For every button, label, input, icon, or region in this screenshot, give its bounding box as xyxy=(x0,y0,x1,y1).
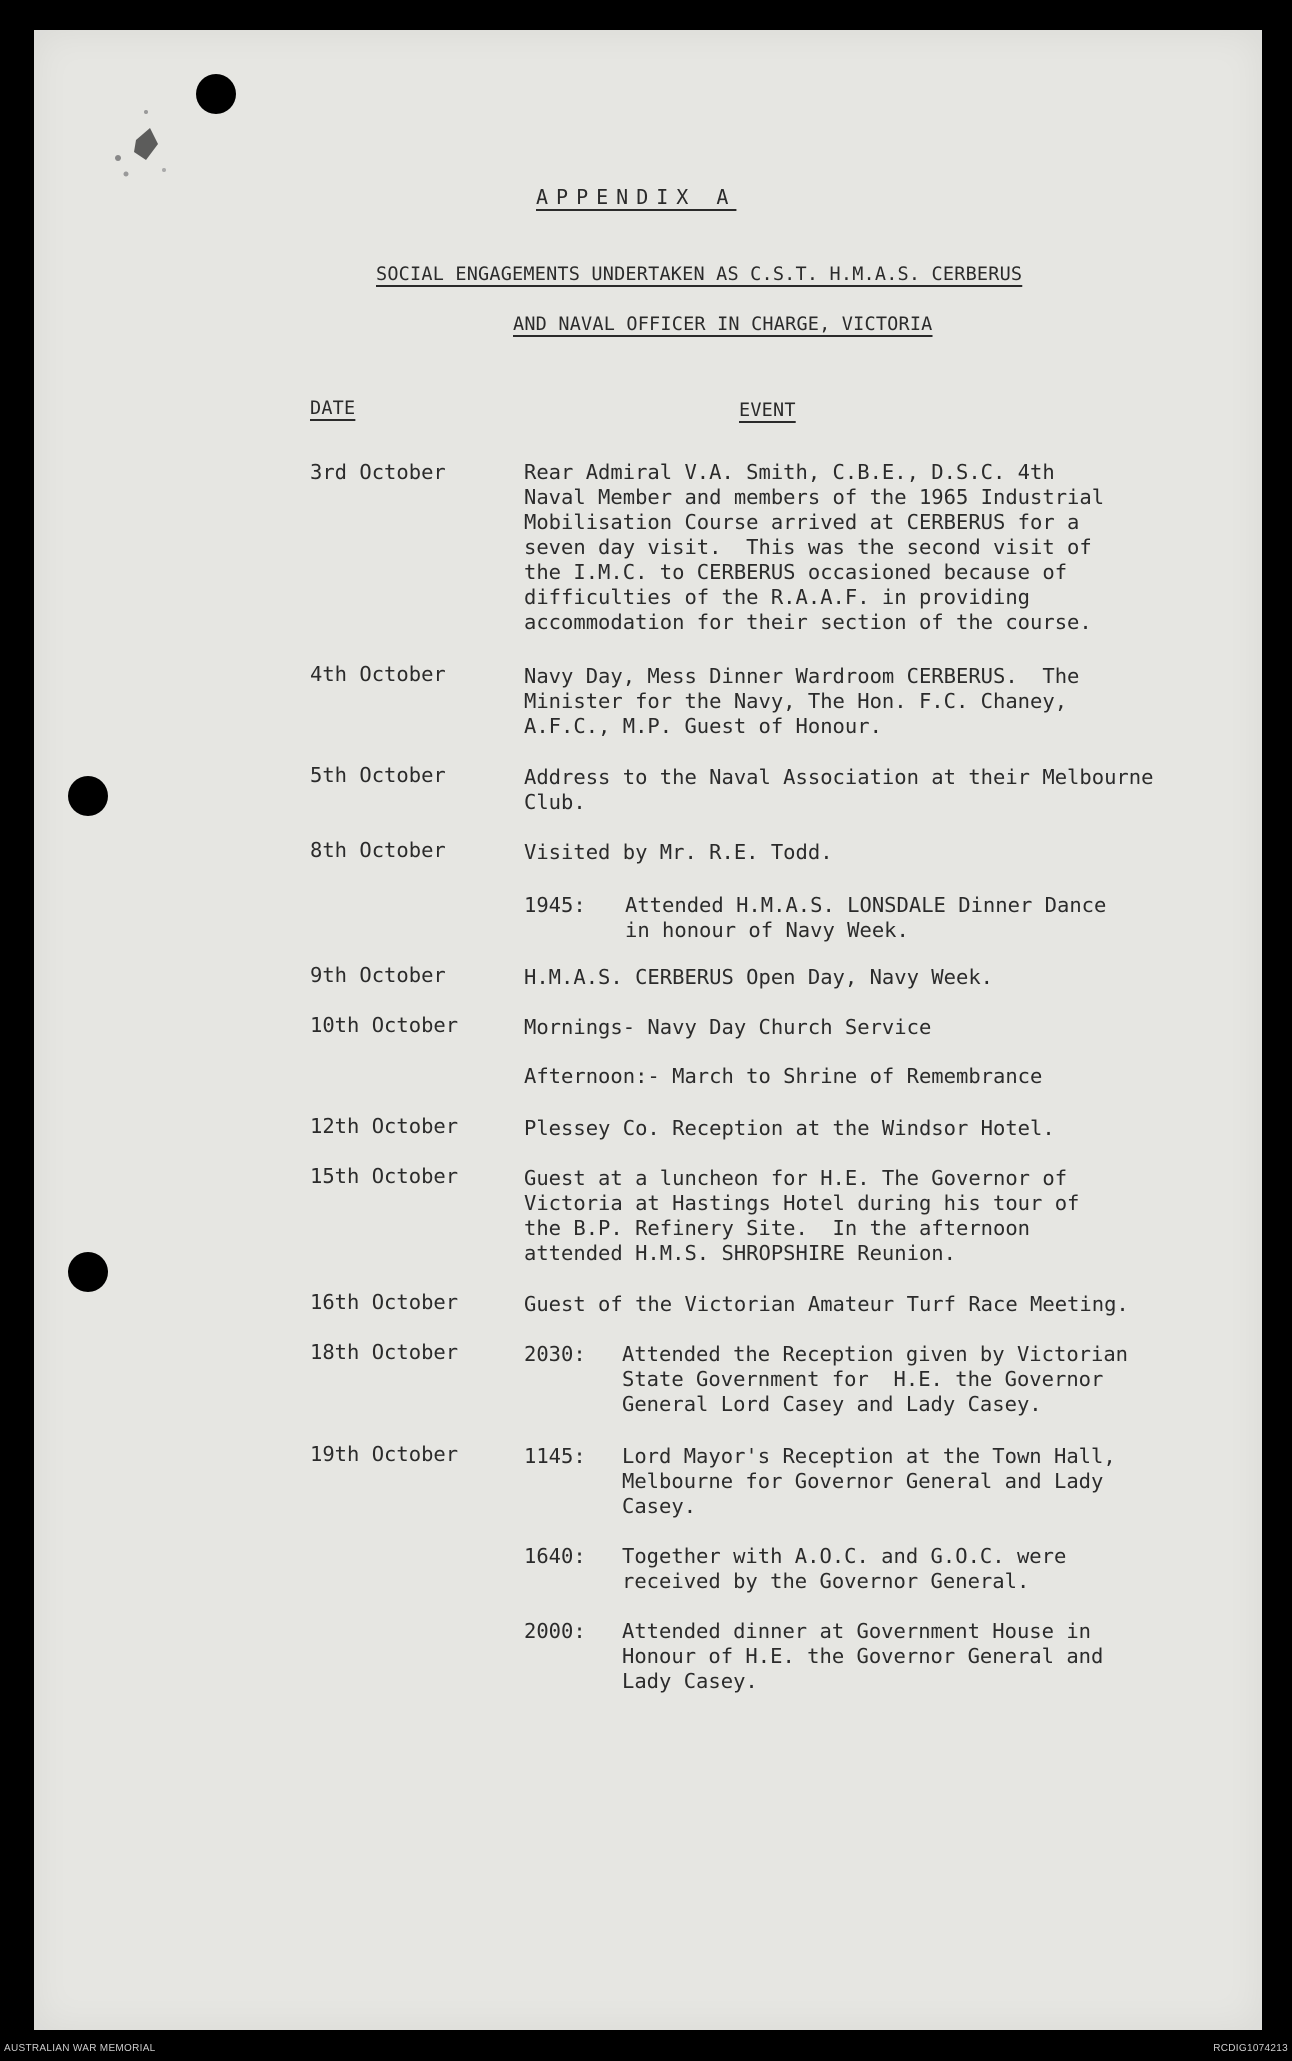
entry-date: 3rd October xyxy=(310,460,446,484)
event-line: accommodation for their section of the course. xyxy=(524,610,1092,634)
entry-event xyxy=(524,1116,1055,1141)
subtitle-line-1: SOCIAL ENGAGEMENTS UNDERTAKEN AS C.S.T. H.M.A.S. CERBERUS xyxy=(376,264,1023,285)
event-line: Attended the Reception given by Victorian xyxy=(622,1342,1129,1366)
event-line: Minister for the Navy, The Hon. F.C. Chaney, xyxy=(524,689,1068,713)
entry-date: 10th October xyxy=(310,1013,459,1037)
event-line: Rear Admiral V.A. Smith, C.B.E., D.S.C. 4th xyxy=(524,460,1055,484)
entry-event xyxy=(622,1544,1066,1594)
entry-date: 16th October xyxy=(310,1290,459,1314)
entry-date: 18th October xyxy=(310,1340,459,1364)
entry-event xyxy=(524,840,833,865)
event-line: difficulties of the R.A.A.F. in providing xyxy=(524,585,1031,609)
header-date: DATE xyxy=(310,398,356,419)
event-line: Afternoon:- March to Shrine of Remembrance xyxy=(524,1064,1043,1088)
entry-time: 1945: xyxy=(524,893,586,917)
entry-event xyxy=(622,1342,1128,1417)
event-line: A.F.C., M.P. Guest of Honour. xyxy=(524,714,882,738)
entry-date: 9th October xyxy=(310,963,446,987)
event-line: the B.P. Refinery Site. In the afternoon xyxy=(524,1216,1031,1240)
entry-time: 2000: xyxy=(524,1619,586,1643)
event-line: Navy Day, Mess Dinner Wardroom CERBERUS. The xyxy=(524,664,1080,688)
entry-date: 4th October xyxy=(310,662,446,686)
event-line: Mobilisation Course arrived at CERBERUS for a xyxy=(524,510,1080,534)
event-line: State Government for H.E. the Governor xyxy=(622,1367,1104,1391)
event-line: the I.M.C. to CERBERUS occasioned because of xyxy=(524,560,1068,584)
entry-date: 15th October xyxy=(310,1164,459,1188)
event-line: Guest of the Victorian Amateur Turf Race Meeting. xyxy=(524,1292,1129,1316)
paper-sheet xyxy=(34,30,1262,2030)
entry-date: 8th October xyxy=(310,838,446,862)
entry-event xyxy=(622,1444,1116,1519)
entry-event xyxy=(524,965,993,990)
entry-event xyxy=(524,664,1079,739)
event-line: Melbourne for Governor General and Lady xyxy=(622,1469,1104,1493)
event-line: Victoria at Hastings Hotel during his tour of xyxy=(524,1191,1080,1215)
event-line: Mornings- Navy Day Church Service xyxy=(524,1015,932,1039)
entry-event xyxy=(524,460,1104,635)
event-line: Lord Mayor's Reception at the Town Hall, xyxy=(622,1444,1116,1468)
event-line: General Lord Casey and Lady Casey. xyxy=(622,1392,1042,1416)
entry-time: 2030: xyxy=(524,1342,586,1366)
event-line: Honour of H.E. the Governor General and xyxy=(622,1644,1104,1668)
header-event: EVENT xyxy=(739,400,796,421)
entry-date: 12th October xyxy=(310,1114,459,1138)
entry-event xyxy=(625,893,1106,943)
entry-event xyxy=(524,1064,1042,1089)
event-line: received by the Governor General. xyxy=(622,1569,1030,1593)
entry-date: 5th October xyxy=(310,763,446,787)
entry-date: 19th October xyxy=(310,1442,459,1466)
entry-time: 1145: xyxy=(524,1444,586,1468)
event-line: attended H.M.S. SHROPSHIRE Reunion. xyxy=(524,1241,956,1265)
event-line: Plessey Co. Reception at the Windsor Hotel. xyxy=(524,1116,1055,1140)
appendix-title: APPENDIX A xyxy=(536,185,737,209)
entry-event xyxy=(524,1166,1079,1266)
event-line: Lady Casey. xyxy=(622,1669,758,1693)
subtitle-line-2: AND NAVAL OFFICER IN CHARGE, VICTORIA xyxy=(513,314,933,335)
punch-hole-top xyxy=(196,74,236,114)
entry-event xyxy=(524,765,1153,815)
torn-paper-mark xyxy=(106,100,176,190)
entry-event xyxy=(524,1292,1129,1317)
event-line: Club. xyxy=(524,790,586,814)
footer-record-id: RCDIG1074213 xyxy=(1213,2043,1288,2054)
event-line: Naval Member and members of the 1965 Industrial xyxy=(524,485,1105,509)
entry-event xyxy=(622,1619,1103,1694)
footer-credit: AUSTRALIAN WAR MEMORIAL xyxy=(4,2043,156,2054)
event-line: Together with A.O.C. and G.O.C. were xyxy=(622,1544,1067,1568)
event-line: Visited by Mr. R.E. Todd. xyxy=(524,840,833,864)
entry-time: 1640: xyxy=(524,1544,586,1568)
event-line: Guest at a luncheon for H.E. The Governor of xyxy=(524,1166,1068,1190)
event-line: Casey. xyxy=(622,1494,697,1518)
punch-hole-lower xyxy=(68,1252,108,1292)
event-line: H.M.A.S. CERBERUS Open Day, Navy Week. xyxy=(524,965,993,989)
event-line: Address to the Naval Association at their Melbourne xyxy=(524,765,1154,789)
punch-hole-middle xyxy=(68,776,108,816)
entry-event xyxy=(524,1015,931,1040)
event-line: Attended dinner at Government House in xyxy=(622,1619,1091,1643)
event-line: Attended H.M.A.S. LONSDALE Dinner Dance xyxy=(625,893,1107,917)
event-line: in honour of Navy Week. xyxy=(625,918,909,942)
event-line: seven day visit. This was the second visit of xyxy=(524,535,1092,559)
